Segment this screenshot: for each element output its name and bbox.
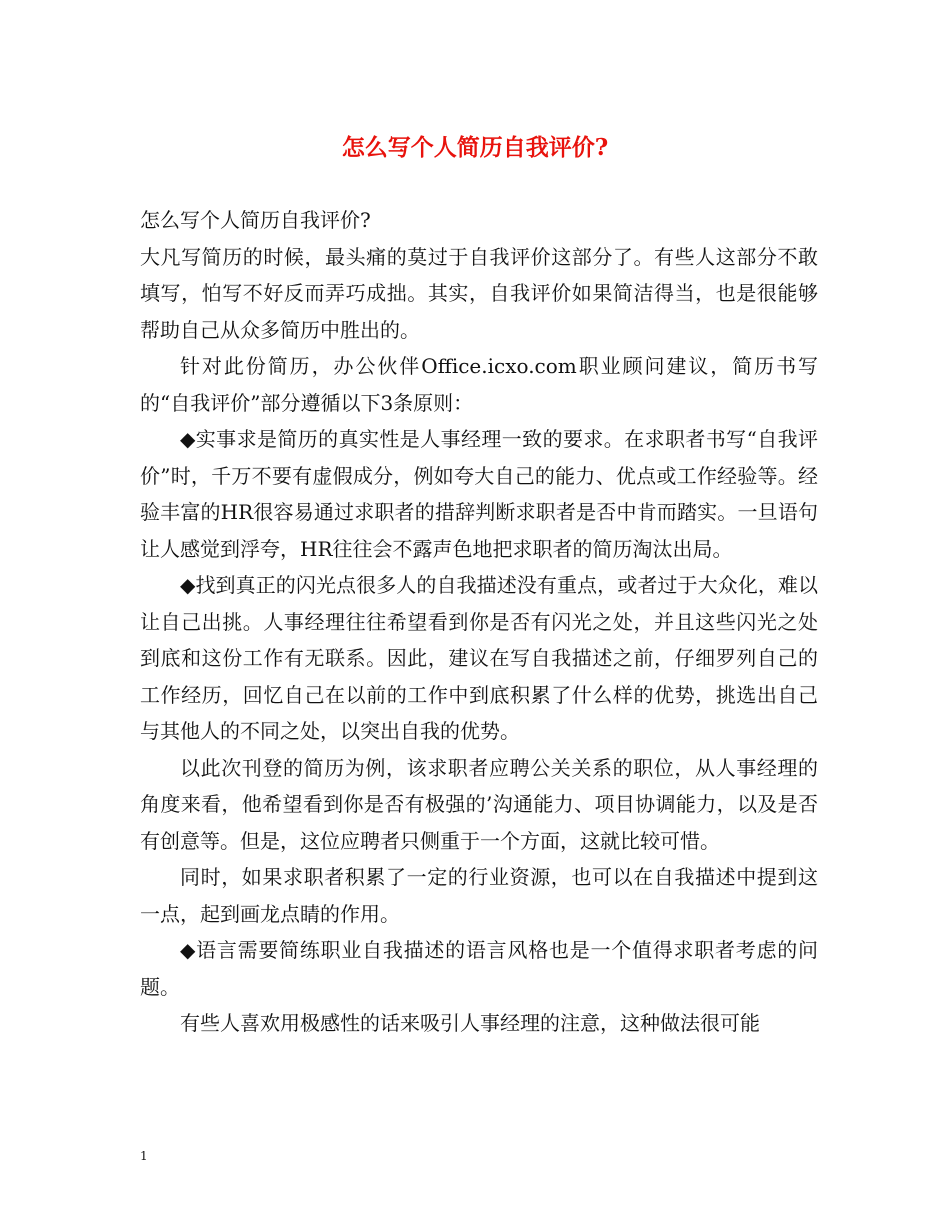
paragraph-continued: 有些人喜欢用极感性的话来吸引人事经理的注意，这种做法很可能 (180, 1011, 760, 1035)
paragraph-advice: 针对此份简历，办公伙伴Office.icxo.com职业顾问建议，简历书写的“自我评价”部分遵循以下3条原则： (140, 354, 818, 415)
document-title: 怎么写个人简历自我评价? (341, 134, 609, 161)
document-body (140, 202, 818, 1042)
paragraph-principle-truthful: ◆实事求是简历的真实性是人事经理一致的要求。在求职者书写“自我评价”时，千万不要有虚假成分，例如夸大自己的能力、优点或工作经验等。经验丰富的HR很容易通过求职者的措辞判断求职者是否中肯而踏实。一旦语句让人感觉到浮夸，HR往往会不露声色地把求职者的简历淘汰出局。 (140, 427, 818, 561)
paragraph-intro: 大凡写简历的时候，最头痛的莫过于自我评价这部分了。有些人这部分不敢填写，怕写不好反而弄巧成拙。其实，自我评价如果简洁得当，也是很能够帮助自己从众多简历中胜出的。 (140, 244, 818, 342)
paragraph-resources: 同时，如果求职者积累了一定的行业资源，也可以在自我描述中提到这一点，起到画龙点睛的作用。 (140, 865, 818, 926)
paragraph-heading: 怎么写个人简历自我评价? (140, 208, 371, 232)
page-number: 1 (140, 1149, 148, 1163)
paragraph-example: 以此次刊登的简历为例，该求职者应聘公关关系的职位，从人事经理的角度来看，他希望看到你是否有极强的’沟通能力、项目协调能力，以及是否有创意等。但是，这位应聘者只侧重于一个方面，这就比较可惜。 (140, 755, 818, 853)
paragraph-principle-highlights: ◆找到真正的闪光点很多人的自我描述没有重点，或者过于大众化，难以让自己出挑。人事经理往往希望看到你是否有闪光之处，并且这些闪光之处到底和这份工作有无联系。因此，建议在写自我描述之前，仔细罗列自己的工作经历，回忆自己在以前的工作中到底积累了什么样的优势，挑选出自己与其他人的不同之处，以突出自我的优势。 (140, 573, 818, 743)
paragraph-principle-concise: ◆语言需要简练职业自我描述的语言风格也是一个值得求职者考虑的问题。 (140, 938, 818, 999)
